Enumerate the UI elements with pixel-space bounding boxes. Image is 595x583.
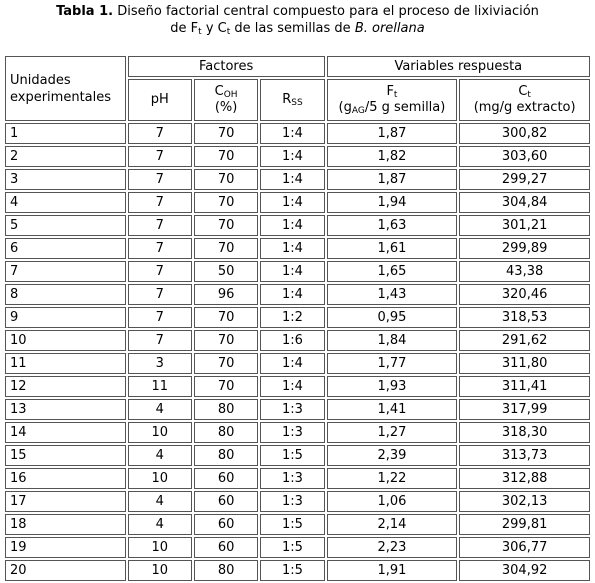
- cell-ft: 0,95: [327, 307, 458, 328]
- cell-rss: 1:3: [260, 399, 324, 420]
- cell-coh: 70: [194, 238, 258, 259]
- cell-coh: 96: [194, 284, 258, 305]
- cell-ct: 311,41: [459, 376, 590, 397]
- cell-ct: 299,27: [459, 169, 590, 190]
- cell-ct: 320,46: [459, 284, 590, 305]
- cell-ph: 7: [128, 307, 192, 328]
- cell-unit: 12: [5, 376, 126, 397]
- cell-ct: 318,53: [459, 307, 590, 328]
- caption-label: Tabla 1.: [56, 4, 114, 19]
- cell-coh: 70: [194, 169, 258, 190]
- cell-ph: 7: [128, 169, 192, 190]
- cell-ct: 311,80: [459, 353, 590, 374]
- header-variables: Variables respuesta: [327, 56, 590, 77]
- cell-coh: 80: [194, 445, 258, 466]
- header-ft-unit: (g: [338, 100, 352, 115]
- cell-ct: 312,88: [459, 468, 590, 489]
- header-ct: [459, 79, 590, 121]
- header-coh-main: C: [214, 84, 224, 99]
- cell-unit: 7: [5, 261, 126, 282]
- cell-coh: 60: [194, 514, 258, 535]
- cell-coh: 80: [194, 560, 258, 581]
- cell-ct: 299,81: [459, 514, 590, 535]
- cell-rss: 1:5: [260, 514, 324, 535]
- table-body: [5, 123, 590, 581]
- cell-ct: 317,99: [459, 399, 590, 420]
- header-ft-unit: /5 g semilla): [364, 100, 446, 115]
- header-ct-main: C: [518, 84, 528, 99]
- cell-ph: 7: [128, 146, 192, 167]
- cell-unit: 1: [5, 123, 126, 144]
- cell-unit: 14: [5, 422, 126, 443]
- header-ft-main: F: [386, 84, 394, 99]
- header-ct-sub: t: [527, 90, 531, 100]
- cell-coh: 80: [194, 399, 258, 420]
- cell-ct: 302,13: [459, 491, 590, 512]
- header-factores: Factores: [128, 56, 325, 77]
- cell-unit: 13: [5, 399, 126, 420]
- cell-rss: 1:5: [260, 560, 324, 581]
- cell-rss: 1:3: [260, 422, 324, 443]
- cell-coh: 50: [194, 261, 258, 282]
- cell-unit: 6: [5, 238, 126, 259]
- cell-ft: 1,22: [327, 468, 458, 489]
- cell-unit: 4: [5, 192, 126, 213]
- header-coh: [194, 79, 258, 121]
- cell-ph: 7: [128, 123, 192, 144]
- cell-ph: 7: [128, 192, 192, 213]
- cell-ph: 4: [128, 491, 192, 512]
- cell-rss: 1:4: [260, 284, 324, 305]
- table-row: [5, 445, 590, 466]
- table-row: [5, 123, 590, 144]
- cell-unit: 19: [5, 537, 126, 558]
- cell-ft: 1,06: [327, 491, 458, 512]
- cell-rss: 1:4: [260, 353, 324, 374]
- cell-unit: 18: [5, 514, 126, 535]
- table-row: [5, 353, 590, 374]
- header-ft-unit-sub: AG: [351, 106, 365, 116]
- cell-rss: 1:3: [260, 468, 324, 489]
- cell-ft: 1,87: [327, 169, 458, 190]
- table-row: [5, 422, 590, 443]
- table-caption: [0, 3, 595, 39]
- cell-ft: 1,82: [327, 146, 458, 167]
- cell-ft: 1,41: [327, 399, 458, 420]
- cell-unit: 11: [5, 353, 126, 374]
- cell-rss: 1:4: [260, 192, 324, 213]
- table-row: [5, 399, 590, 420]
- table-row: [5, 169, 590, 190]
- cell-ft: 1,43: [327, 284, 458, 305]
- header-ft-sub: t: [393, 90, 398, 100]
- header-rss: [260, 79, 324, 121]
- cell-rss: 1:4: [260, 261, 324, 282]
- cell-unit: 16: [5, 468, 126, 489]
- cell-ph: 11: [128, 376, 192, 397]
- cell-unit: 17: [5, 491, 126, 512]
- cell-rss: 1:4: [260, 123, 324, 144]
- cell-unit: 5: [5, 215, 126, 236]
- cell-unit: 10: [5, 330, 126, 351]
- cell-ph: 10: [128, 468, 192, 489]
- cell-coh: 80: [194, 422, 258, 443]
- cell-coh: 60: [194, 537, 258, 558]
- cell-ct: 306,77: [459, 537, 590, 558]
- cell-coh: 70: [194, 307, 258, 328]
- cell-coh: 70: [194, 123, 258, 144]
- cell-ct: 304,92: [459, 560, 590, 581]
- table-row: [5, 215, 590, 236]
- cell-ph: 4: [128, 445, 192, 466]
- cell-ft: 1,94: [327, 192, 458, 213]
- cell-ph: 3: [128, 353, 192, 374]
- header-rss-main: R: [282, 92, 292, 107]
- cell-unit: 2: [5, 146, 126, 167]
- caption-text: de las semillas de: [230, 21, 355, 36]
- cell-unit: 8: [5, 284, 126, 305]
- cell-coh: 70: [194, 330, 258, 351]
- table-row: [5, 514, 590, 535]
- cell-ft: 1,84: [327, 330, 458, 351]
- cell-unit: 20: [5, 560, 126, 581]
- cell-rss: 1:4: [260, 376, 324, 397]
- header-ct-unit: (mg/g extracto): [473, 100, 576, 115]
- cell-ph: 7: [128, 238, 192, 259]
- cell-ph: 10: [128, 560, 192, 581]
- cell-unit: 15: [5, 445, 126, 466]
- table-row: [5, 146, 590, 167]
- table-row: [5, 560, 590, 581]
- caption-line-2: [0, 20, 595, 37]
- cell-ph: 4: [128, 514, 192, 535]
- cell-rss: 1:4: [260, 169, 324, 190]
- cell-unit: 9: [5, 307, 126, 328]
- cell-ph: 7: [128, 284, 192, 305]
- caption-line-1: [0, 3, 595, 20]
- cell-ct: 291,62: [459, 330, 590, 351]
- header-coh-unit: (%): [214, 100, 238, 115]
- cell-ft: 1,61: [327, 238, 458, 259]
- cell-ct: 301,21: [459, 215, 590, 236]
- caption-title-1: Diseño factorial central compuesto para el proceso de lixiviación: [113, 4, 539, 19]
- cell-ft: 2,39: [327, 445, 458, 466]
- cell-coh: 70: [194, 146, 258, 167]
- cell-ph: 7: [128, 215, 192, 236]
- cell-coh: 70: [194, 376, 258, 397]
- table-row: [5, 261, 590, 282]
- table-row: [5, 307, 590, 328]
- caption-sub: t: [226, 27, 231, 37]
- table-row: [5, 376, 590, 397]
- table-row: [5, 537, 590, 558]
- cell-coh: 60: [194, 491, 258, 512]
- table-row: [5, 468, 590, 489]
- cell-ft: 1,93: [327, 376, 458, 397]
- cell-rss: 1:2: [260, 307, 324, 328]
- cell-ct: 299,89: [459, 238, 590, 259]
- header-row-1: [5, 56, 590, 77]
- cell-rss: 1:4: [260, 146, 324, 167]
- cell-ph: 7: [128, 261, 192, 282]
- cell-coh: 60: [194, 468, 258, 489]
- table-row: [5, 238, 590, 259]
- cell-ct: 43,38: [459, 261, 590, 282]
- header-coh-sub: OH: [223, 90, 238, 100]
- cell-rss: 1:5: [260, 445, 324, 466]
- caption-text: de F: [170, 21, 199, 36]
- cell-ft: 1,65: [327, 261, 458, 282]
- cell-ct: 300,82: [459, 123, 590, 144]
- cell-rss: 1:5: [260, 537, 324, 558]
- cell-ft: 2,23: [327, 537, 458, 558]
- caption-text: y C: [201, 21, 227, 36]
- caption-species: B. orellana: [354, 21, 425, 36]
- cell-rss: 1:6: [260, 330, 324, 351]
- caption-sub: t: [198, 27, 202, 37]
- cell-ph: 10: [128, 537, 192, 558]
- cell-ph: 10: [128, 422, 192, 443]
- table-row: [5, 330, 590, 351]
- table-row: [5, 284, 590, 305]
- cell-ft: 1,63: [327, 215, 458, 236]
- cell-coh: 70: [194, 353, 258, 374]
- cell-ct: 313,73: [459, 445, 590, 466]
- cell-ct: 303,60: [459, 146, 590, 167]
- header-units: Unidades experimentales: [5, 56, 126, 121]
- cell-coh: 70: [194, 192, 258, 213]
- table-row: [5, 192, 590, 213]
- cell-ft: 1,77: [327, 353, 458, 374]
- cell-ct: 318,30: [459, 422, 590, 443]
- header-rss-sub: SS: [291, 98, 303, 108]
- cell-ft: 1,91: [327, 560, 458, 581]
- cell-unit: 3: [5, 169, 126, 190]
- data-table: [3, 54, 592, 583]
- cell-ct: 304,84: [459, 192, 590, 213]
- cell-rss: 1:3: [260, 491, 324, 512]
- cell-ph: 7: [128, 330, 192, 351]
- cell-coh: 70: [194, 215, 258, 236]
- cell-ft: 1,87: [327, 123, 458, 144]
- cell-rss: 1:4: [260, 238, 324, 259]
- cell-ft: 1,27: [327, 422, 458, 443]
- cell-rss: 1:4: [260, 215, 324, 236]
- cell-ph: 4: [128, 399, 192, 420]
- table-row: [5, 491, 590, 512]
- cell-ft: 2,14: [327, 514, 458, 535]
- header-ft: [327, 79, 458, 121]
- header-ph: pH: [128, 79, 192, 121]
